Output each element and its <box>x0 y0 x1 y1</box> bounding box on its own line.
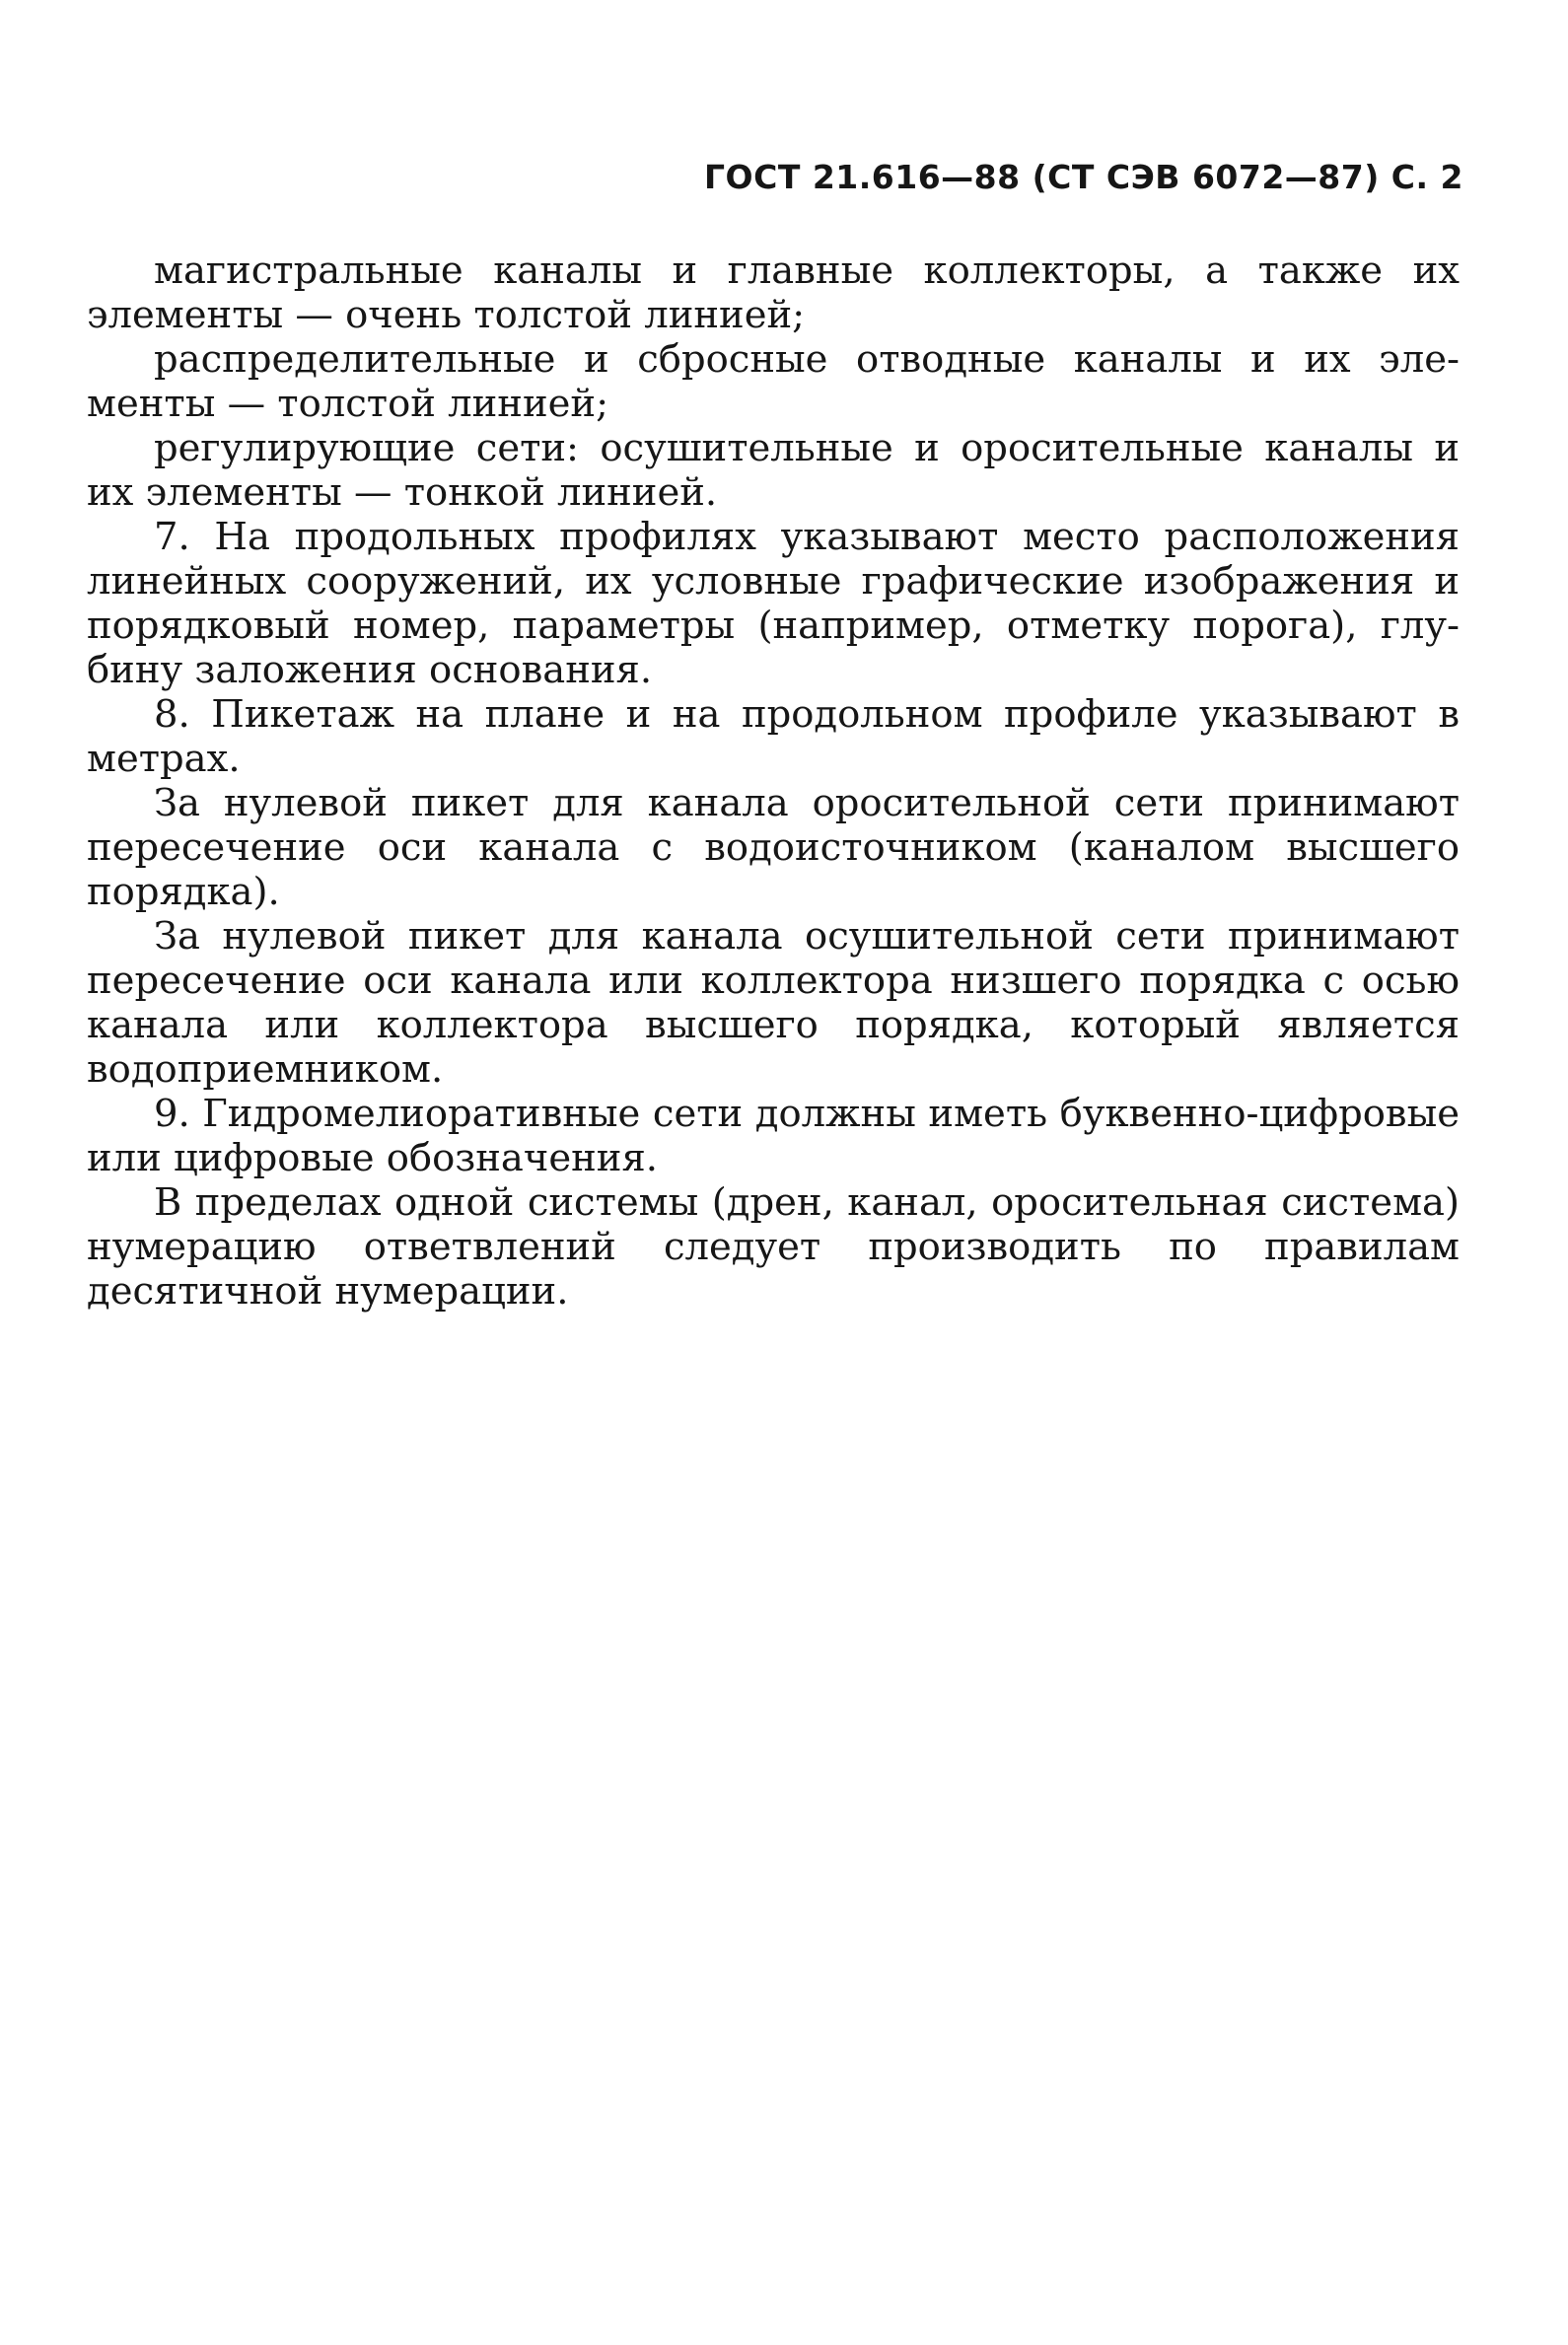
paragraph-drainage-zero-picket: За нулевой пикет для канала осушительной сети принимают пересечение оси канала или коллектора низшего порядка с осью канала или коллектора высшего порядка, который является водоприемником. <box>87 914 1460 1092</box>
paragraph-trunk-channels: магистральные каналы и главные коллекторы, а также их элементы — очень толстой линией; <box>87 249 1460 337</box>
paragraph-item-9: 9. Гидромелиоративные сети должны иметь буквенно-цифровые или цифровые обозначения. <box>87 1092 1460 1180</box>
paragraph-branch-numbering: В пределах одной системы (дрен, канал, оросительная система) нумерацию ответвлений следует производить по правилам десятичной нумерации. <box>87 1180 1460 1314</box>
page-header: ГОСТ 21.616—88 (СТ СЭВ 6072—87) С. 2 <box>704 158 1463 196</box>
paragraph-irrigation-zero-picket: За нулевой пикет для канала оросительной сети принимают пересечение оси канала с водоисточником (каналом высшего порядка). <box>87 781 1460 914</box>
paragraph-regulating-networks: регулирующие сети: осушительные и оросительные каналы и их элементы — тонкой линией. <box>87 426 1460 515</box>
paragraph-item-8: 8. Пикетаж на плане и на продольном профиле указывают в метрах. <box>87 692 1460 781</box>
paragraph-item-7: 7. На продольных профилях указывают место расположения линейных сооружений, их условные графические изображения и порядковый номер, параметры (например, отметку порога), глубину заложения основания. <box>87 515 1460 692</box>
paragraph-distribution-channels: распределительные и сбросные отводные каналы и их элементы — толстой линией; <box>87 337 1460 426</box>
document-body <box>87 249 1460 1314</box>
